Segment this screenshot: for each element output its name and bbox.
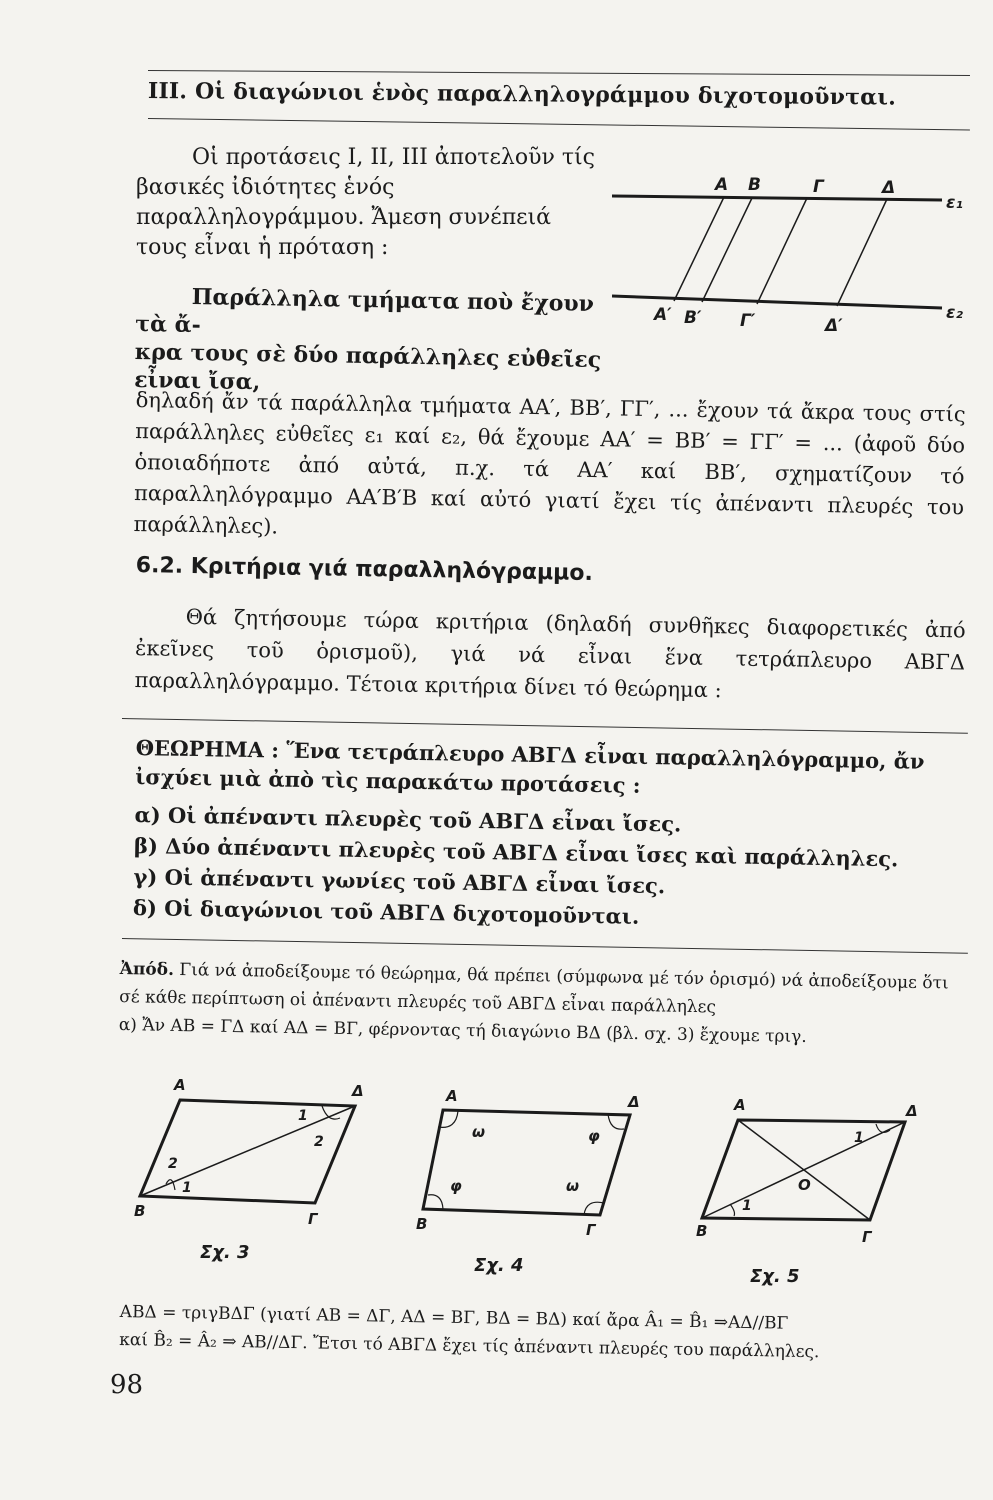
heading-property-iii: III. Οἱ διαγώνιοι ἑνὸς παραλληλογράμμου διχοτομοῦνται. — [147, 78, 897, 111]
intro-text: Οἱ προτάσεις Ι, ΙΙ, ΙΙΙ ἀποτελοῦν τίς βασικές ἰδιότητες ἑνός παραλληλογράμμου. Ἄμεση συνέπειά τους εἶναι ἡ πρόταση : — [136, 145, 595, 260]
statement-line-1: Παράλληλα τμήματα ποὺ ἔχουν τὰ ἄ- — [135, 283, 595, 339]
intro-paragraph — [136, 143, 596, 263]
label-B-prime: Β′ — [684, 308, 702, 328]
label-e1: ε₁ — [946, 193, 963, 213]
segment-bb — [702, 198, 752, 302]
explanation-paragraph: δηλαδή ἄν τά παράλληλα τμήματα ΑΑ′, ΒΒ′, ΓΓ′, ... ἔχουν τά ἄκρα τους στίς παράλληλες εὐθεῖες ε₁ καί ε₂, θά ἔχουμε ΑΑ′ = ΒΒ′ = ΓΓ′ = ... (ἀφοῦ δύο ὁποιαδήποτε ἀπό αὐτά, π.χ. τά ΑΑ′ καί ΒΒ′, σχηματίζουν τό παραλληλόγραμμο ΑΑ′Β′Β καί αὐτό γιατί ἔχει τίς ἀπέναντι πλευρές του παράλληλες). — [133, 387, 966, 539]
statement-line-2: κρα τους σὲ δύο παράλληλες εὐθεῖες — [134, 338, 602, 374]
heading-rule — [148, 118, 970, 130]
fig4-label-D: Δ — [628, 1093, 640, 1111]
section-paragraph — [134, 600, 966, 710]
segment-gg — [757, 198, 807, 304]
theorem-items — [133, 799, 965, 937]
theorem-item-d: δ) Οἱ διαγώνιοι τοῦ ΑΒΓΔ διχοτομοῦνται. — [132, 894, 640, 929]
fig4-label-A: Α — [446, 1087, 458, 1105]
label-G: Γ — [813, 177, 824, 197]
proof-case-a: α) Ἄν ΑΒ = ΓΔ καί ΑΔ = ΒΓ, φέρνοντας τή διαγώνιο ΒΔ (βλ. σχ. 3) ἔχουμε τριγ. — [118, 1014, 807, 1047]
page-number: 98 — [110, 1370, 144, 1400]
conclusion-paragraph — [119, 1298, 960, 1369]
fig4-angle-phi-bottom: φ — [450, 1177, 462, 1195]
conclusion-line-2: καί B̂₂ = Â₂ ⇒ ΑΒ//ΔΓ. Ἔτσι τό ΑΒΓΔ ἔχει τίς ἀπέναντι πλευρές του παράλληλες. — [119, 1329, 820, 1363]
fig3-label-B: Β — [134, 1202, 146, 1220]
fig5-angle-1-bottom: 1 — [742, 1198, 752, 1214]
fig5-label-B: Β — [696, 1222, 708, 1240]
segment-aa — [674, 197, 724, 301]
label-e2: ε₂ — [946, 303, 963, 323]
theorem-bottom-rule — [122, 938, 968, 954]
statement-line-3: εἶναι ἴσα, — [134, 366, 261, 396]
figure-5 — [690, 1090, 930, 1290]
fig3-label-A: Α — [174, 1078, 186, 1094]
fig5-caption: Σχ. 5 — [750, 1266, 800, 1287]
fig3-angle-1-bottom: 1 — [182, 1180, 192, 1196]
proof-label: Ἀπόδ. — [119, 958, 175, 980]
theorem-item-b: β) Δύο ἀπέναντι πλευρὲς τοῦ ΑΒΓΔ εἶναι ἴσες καὶ παράλληλες. — [133, 832, 899, 872]
label-D-prime: Δ′ — [825, 316, 843, 336]
fig5-label-A: Α — [734, 1096, 746, 1114]
section-text: Θά ζητήσουμε τώρα κριτήρια (δηλαδή συνθῆκες διαφορετικές ἀπό ἐκεῖνες τοῦ ὁρισμοῦ), γιά νά εἶναι ἕνα τετράπλευρο ΑΒΓΔ παραλληλόγραμμο. Τέτοια κριτήρια δίνει τό θεώρημα : — [134, 604, 966, 703]
fig4-caption: Σχ. 4 — [474, 1255, 524, 1276]
figure-3 — [130, 1078, 375, 1268]
label-G-prime: Γ′ — [740, 311, 756, 331]
fig5-label-D: Δ — [906, 1102, 918, 1120]
label-A-prime: Α′ — [654, 305, 672, 325]
theorem-box — [133, 733, 966, 937]
fig3-label-G: Γ — [308, 1210, 318, 1228]
label-A: Α — [715, 175, 729, 195]
theorem-item-a: α) Οἱ ἀπέναντι πλευρὲς τοῦ ΑΒΓΔ εἶναι ἴσες. — [134, 801, 682, 837]
section-title: 6.2. Κριτήρια γιά παραλληλόγραμμο. — [135, 553, 594, 586]
fig4-angle-omega-bottom: ω — [566, 1177, 580, 1195]
fig3-angle-2-top: 2 — [314, 1134, 324, 1150]
theorem-top-rule — [122, 718, 968, 734]
fig3-angle-2-bottom: 2 — [168, 1156, 178, 1172]
figure-4 — [408, 1085, 648, 1280]
proof-text: Γιά νά ἀποδείξουμε τό θεώρημα, θά πρέπει (σύμφωνα μέ τόν ὁρισμό) νά ἀποδείξουμε ὅτι σέ κάθε περίπτωση οἱ ἀπέναντι πλευρές τοῦ ΑΒΓΔ εἶναι παράλληλες — [119, 960, 949, 1018]
conclusion-line-1: ΑΒΔ = τριγΒΔΓ (γιατί ΑΒ = ΔΓ, ΑΔ = ΒΓ, ΒΔ = ΒΔ) καί ἄρα Â₁ = B̂₁ ⇒ΑΔ//ΒΓ — [119, 1301, 789, 1334]
parallel-lines-figure — [612, 168, 972, 348]
fig3-caption: Σχ. 3 — [200, 1242, 250, 1263]
fig5-label-G: Γ — [862, 1228, 872, 1246]
fig5-label-O: Ο — [798, 1176, 811, 1194]
label-B: Β — [748, 175, 761, 195]
top-rule — [148, 70, 970, 76]
fig4-label-B: Β — [416, 1215, 428, 1233]
segment-dd — [837, 199, 887, 306]
label-D: Δ — [882, 178, 896, 198]
fig4-label-G: Γ — [586, 1221, 596, 1239]
parallel-segments-statement — [134, 282, 606, 402]
fig5-angle-1-top: 1 — [854, 1130, 864, 1146]
fig4-angle-phi-top: φ — [588, 1127, 600, 1145]
fig3-label-D: Δ — [352, 1082, 364, 1100]
theorem-title: ΘΕΩΡΗΜΑ : Ἕνα τετράπλευρο ΑΒΓΔ εἶναι παραλληλόγραμμο, ἄν ἰσχύει μιὰ ἀπὸ τὶς παρακάτω προτάσεις : — [135, 734, 925, 798]
theorem-item-c: γ) Οἱ ἀπέναντι γωνίες τοῦ ΑΒΓΔ εἶναι ἴσες. — [133, 863, 666, 899]
fig4-angle-omega-top: ω — [472, 1123, 486, 1141]
fig3-angle-1-top: 1 — [298, 1108, 308, 1124]
proof-paragraph — [119, 955, 965, 1054]
